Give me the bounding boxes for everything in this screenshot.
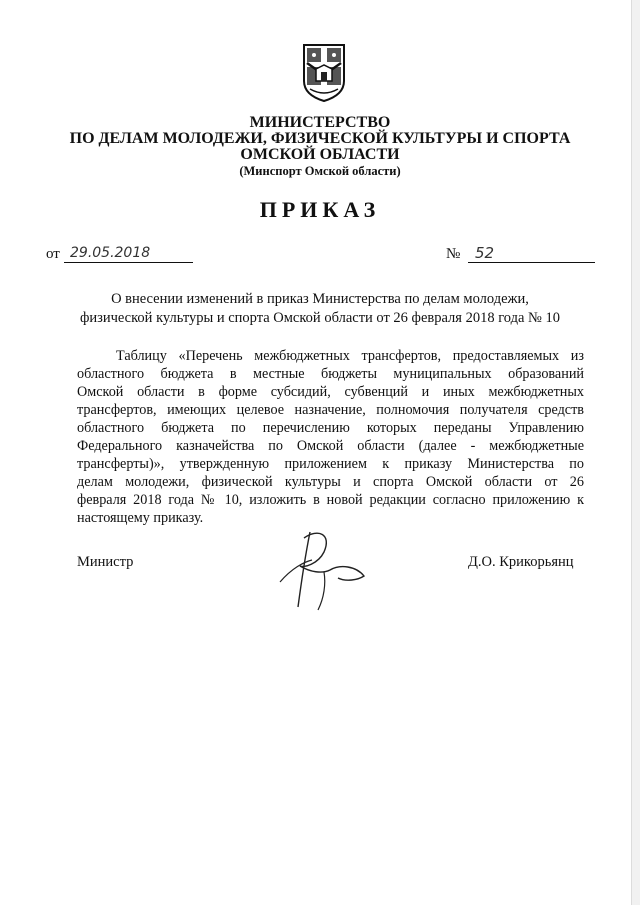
subject-line1: О внесении изменений в приказ Министерства по делам молодежи,: [111, 291, 529, 307]
omsk-coat-of-arms-icon: [302, 43, 346, 103]
date-label: от: [46, 246, 60, 262]
number-underline: [468, 262, 595, 263]
number-value: 52: [475, 244, 495, 262]
signer-name: Д.О. Крикорьянц: [468, 554, 574, 570]
signer-role: Министр: [77, 554, 134, 570]
body-line: февраля 2018 года № 10, изложить в новой редакции согласно приложению к: [77, 492, 584, 508]
org-name-line2: ПО ДЕЛАМ МОЛОДЕЖИ, ФИЗИЧЕСКОЙ КУЛЬТУРЫ И СПОРТА: [69, 130, 571, 147]
body-line: областного бюджета по перечислению которых переданы Управлению: [77, 420, 584, 436]
body-line: Омской области в форме субсидий, субвенций и иных межбюджетных: [77, 384, 584, 400]
org-name-line3: ОМСКОЙ ОБЛАСТИ: [240, 146, 400, 163]
body-line: областного бюджета в местные бюджеты муниципальных образований: [77, 366, 584, 382]
org-short-name: (Минспорт Омской области): [239, 164, 401, 178]
date-value: 29.05.2018: [70, 245, 151, 261]
org-name-line1: МИНИСТЕРСТВО: [249, 114, 391, 131]
body-line: делам молодежи, физической культуры и спорта Омской области от 26: [77, 474, 584, 490]
body-line: трансфертов, имеющих целевое назначение, полномочия получателя средств: [77, 402, 584, 418]
number-label: №: [446, 246, 461, 262]
body-line: настоящему приказу.: [77, 510, 204, 526]
body-line: Федерального казначейства по Омской области (далее - межбюджетные: [77, 438, 584, 454]
subject-line2: физической культуры и спорта Омской области от 26 февраля 2018 года № 10: [79, 310, 561, 326]
body-line: трансферты)», утвержденную приложением к приказу Министерства по: [77, 456, 584, 472]
body-line: Таблицу «Перечень межбюджетных трансфертов, предоставляемых из: [116, 348, 584, 364]
date-underline: [64, 262, 193, 263]
handwritten-signature: [260, 522, 380, 612]
document-title: ПРИКАЗ: [259, 197, 381, 222]
